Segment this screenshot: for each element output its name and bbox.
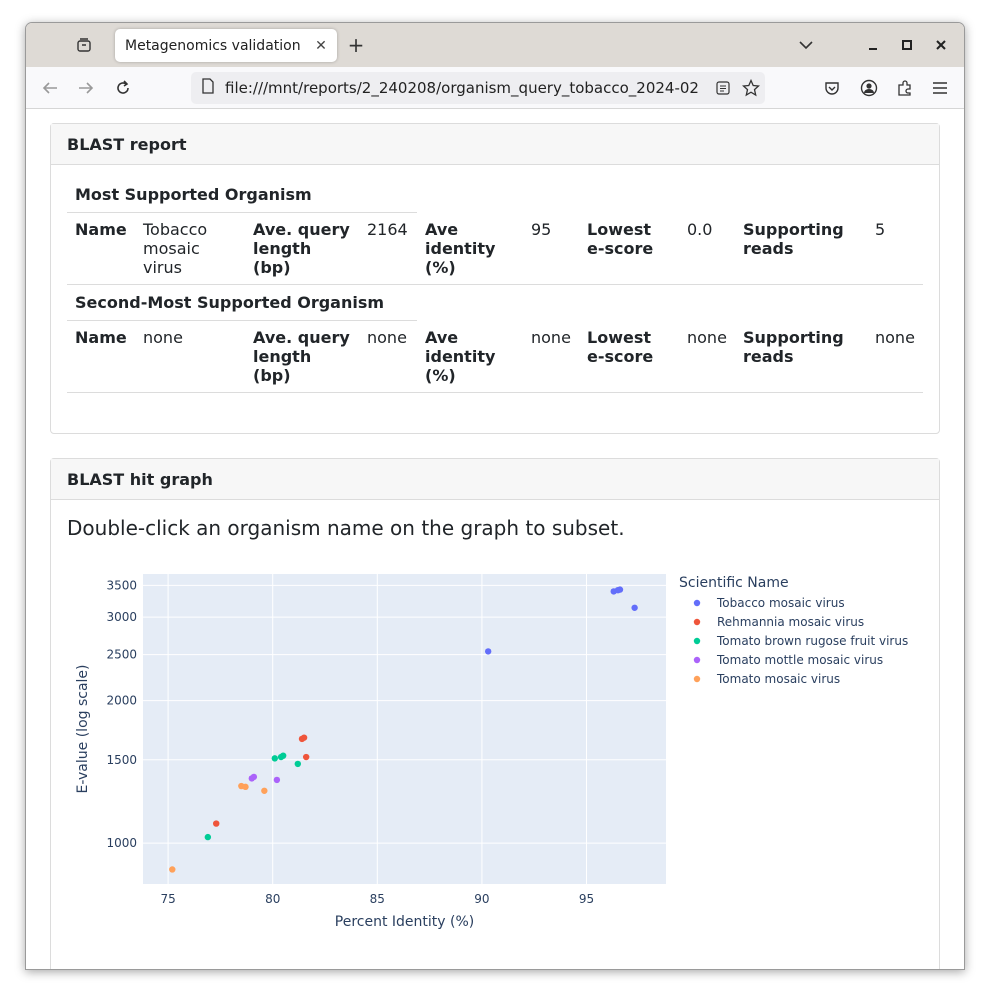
- escore-value: none: [687, 327, 727, 347]
- label-line: e-score: [587, 238, 654, 258]
- y-tick-label: 3000: [106, 610, 137, 625]
- tab-list-icon[interactable]: [74, 35, 94, 55]
- menu-icon[interactable]: [928, 76, 952, 100]
- query-length-value: 2164: [367, 220, 408, 239]
- label-line: length: [253, 239, 312, 258]
- tab-bar: [26, 23, 964, 67]
- tab-active[interactable]: [115, 29, 337, 62]
- reads-label: [735, 213, 867, 285]
- url-bar[interactable]: [191, 72, 765, 104]
- minimize-icon[interactable]: [856, 33, 890, 57]
- label-line: length: [253, 347, 312, 366]
- forward-icon[interactable]: [74, 76, 98, 100]
- url-text[interactable]: file:///mnt/reports/2_240208/organism_query_tobacco_2024-02: [225, 79, 699, 97]
- x-tick-label: 80: [265, 892, 281, 906]
- label-line: Ave: [425, 219, 459, 239]
- name-label: Name: [75, 328, 127, 347]
- tab-title: Metagenomics validation: [125, 37, 301, 54]
- second-supported-heading: Second-Most Supported Organism: [67, 285, 417, 321]
- label-line: (bp): [253, 366, 291, 385]
- data-point: [205, 834, 211, 840]
- legend-marker[interactable]: [694, 619, 700, 625]
- plot-area: [143, 574, 666, 884]
- data-point: [242, 784, 248, 790]
- label-line: reads: [743, 238, 794, 258]
- x-tick-label: 95: [578, 892, 595, 906]
- label-line: Ave: [425, 327, 459, 347]
- data-point: [303, 754, 309, 760]
- blast-report-card: [50, 123, 940, 434]
- organism-name-line: Tobacco: [143, 220, 208, 239]
- legend-marker[interactable]: [694, 638, 700, 644]
- reads-label: [735, 321, 867, 393]
- data-point: [485, 648, 491, 654]
- most-supported-row: [67, 213, 923, 285]
- organism-name: [135, 213, 245, 285]
- organism-name: none: [143, 328, 183, 347]
- label-line: e-score: [587, 346, 654, 366]
- second-supported-row: [67, 321, 923, 393]
- organism-name-line: virus: [143, 258, 182, 277]
- label-line: Ave. query: [253, 328, 350, 347]
- x-tick-label: 75: [160, 892, 176, 906]
- data-point: [295, 761, 301, 767]
- legend-marker[interactable]: [694, 676, 700, 682]
- identity-value: none: [531, 327, 571, 347]
- label-line: (%): [425, 365, 456, 385]
- identity-label: [417, 321, 523, 393]
- legend-entry[interactable]: Tomato mottle mosaic virus: [717, 653, 884, 667]
- chevron-down-icon[interactable]: [796, 35, 816, 55]
- y-tick-label: 1500: [106, 752, 137, 767]
- legend-entry[interactable]: Tomato mosaic virus: [717, 672, 841, 686]
- reload-icon[interactable]: [111, 76, 135, 100]
- data-point: [274, 777, 280, 783]
- x-tick-label: 90: [474, 892, 490, 906]
- data-point: [301, 734, 307, 740]
- close-window-icon[interactable]: [924, 33, 958, 57]
- y-tick-label: 3500: [106, 578, 137, 593]
- organism-name-line: mosaic: [143, 239, 200, 258]
- label-line: (bp): [253, 258, 291, 277]
- data-point: [280, 752, 286, 758]
- close-tab-icon[interactable]: ✕: [315, 37, 327, 54]
- extensions-icon[interactable]: [893, 76, 917, 100]
- identity-value: 95: [531, 219, 552, 239]
- label-line: reads: [743, 346, 794, 366]
- legend-entry[interactable]: Tobacco mosaic virus: [717, 596, 845, 610]
- label-line: identity: [425, 238, 496, 258]
- legend-entry[interactable]: Rehmannia mosaic virus: [717, 615, 865, 629]
- label-line: Ave. query: [253, 220, 350, 239]
- graph-hint: Double-click an organism name on the graph to subset.: [67, 516, 625, 540]
- pocket-icon[interactable]: [820, 76, 844, 100]
- name-label: Name: [75, 220, 127, 239]
- blast-hit-graph-title: BLAST hit graph: [51, 459, 939, 500]
- data-point: [631, 605, 637, 611]
- browser-window: [25, 22, 965, 970]
- legend-marker[interactable]: [694, 657, 700, 663]
- label-line: Supporting: [743, 327, 844, 347]
- escore-label: [579, 321, 679, 393]
- x-axis-label: Percent Identity (%): [334, 914, 475, 930]
- y-tick-label: 2000: [106, 693, 137, 708]
- query-length-value: none: [367, 328, 407, 347]
- account-icon[interactable]: [857, 76, 881, 100]
- escore-label: [579, 213, 679, 285]
- query-length-label: [245, 321, 359, 393]
- x-tick-label: 85: [369, 892, 385, 906]
- new-tab-icon[interactable]: +: [347, 33, 365, 57]
- data-point: [617, 586, 623, 592]
- blast-report-table: [67, 181, 923, 393]
- legend-marker[interactable]: [694, 600, 700, 606]
- maximize-icon[interactable]: [890, 33, 924, 57]
- label-line: Lowest: [587, 219, 651, 239]
- query-length-label: [245, 213, 359, 285]
- reader-view-icon[interactable]: [709, 74, 737, 102]
- label-line: Lowest: [587, 327, 651, 347]
- escore-value: 0.0: [687, 219, 713, 239]
- data-point: [272, 755, 278, 761]
- reads-value: 5: [875, 219, 886, 239]
- data-point: [213, 820, 219, 826]
- data-point: [261, 788, 267, 794]
- bookmark-star-icon[interactable]: [737, 74, 765, 102]
- label-line: identity: [425, 346, 496, 366]
- y-tick-label: 2500: [106, 647, 137, 662]
- legend-title: Scientific Name: [679, 575, 789, 591]
- legend-entry[interactable]: Tomato brown rugose fruit virus: [717, 634, 909, 648]
- page-icon: [201, 78, 215, 98]
- blast-hit-graph-card: [50, 458, 940, 970]
- label-line: (%): [425, 257, 456, 277]
- y-tick-label: 1000: [106, 836, 137, 851]
- y-axis-label: E-value (log scale): [75, 664, 91, 794]
- most-supported-heading: Most Supported Organism: [67, 181, 417, 213]
- blast-report-title: BLAST report: [51, 124, 939, 165]
- identity-label: [417, 213, 523, 285]
- page-content: [26, 110, 964, 970]
- label-line: Supporting: [743, 219, 844, 239]
- back-icon[interactable]: [38, 76, 62, 100]
- reads-value: none: [875, 327, 915, 347]
- navigation-bar: [26, 67, 964, 109]
- data-point: [251, 774, 257, 780]
- data-point: [169, 866, 175, 872]
- hit-scatter-chart[interactable]: [51, 559, 939, 970]
